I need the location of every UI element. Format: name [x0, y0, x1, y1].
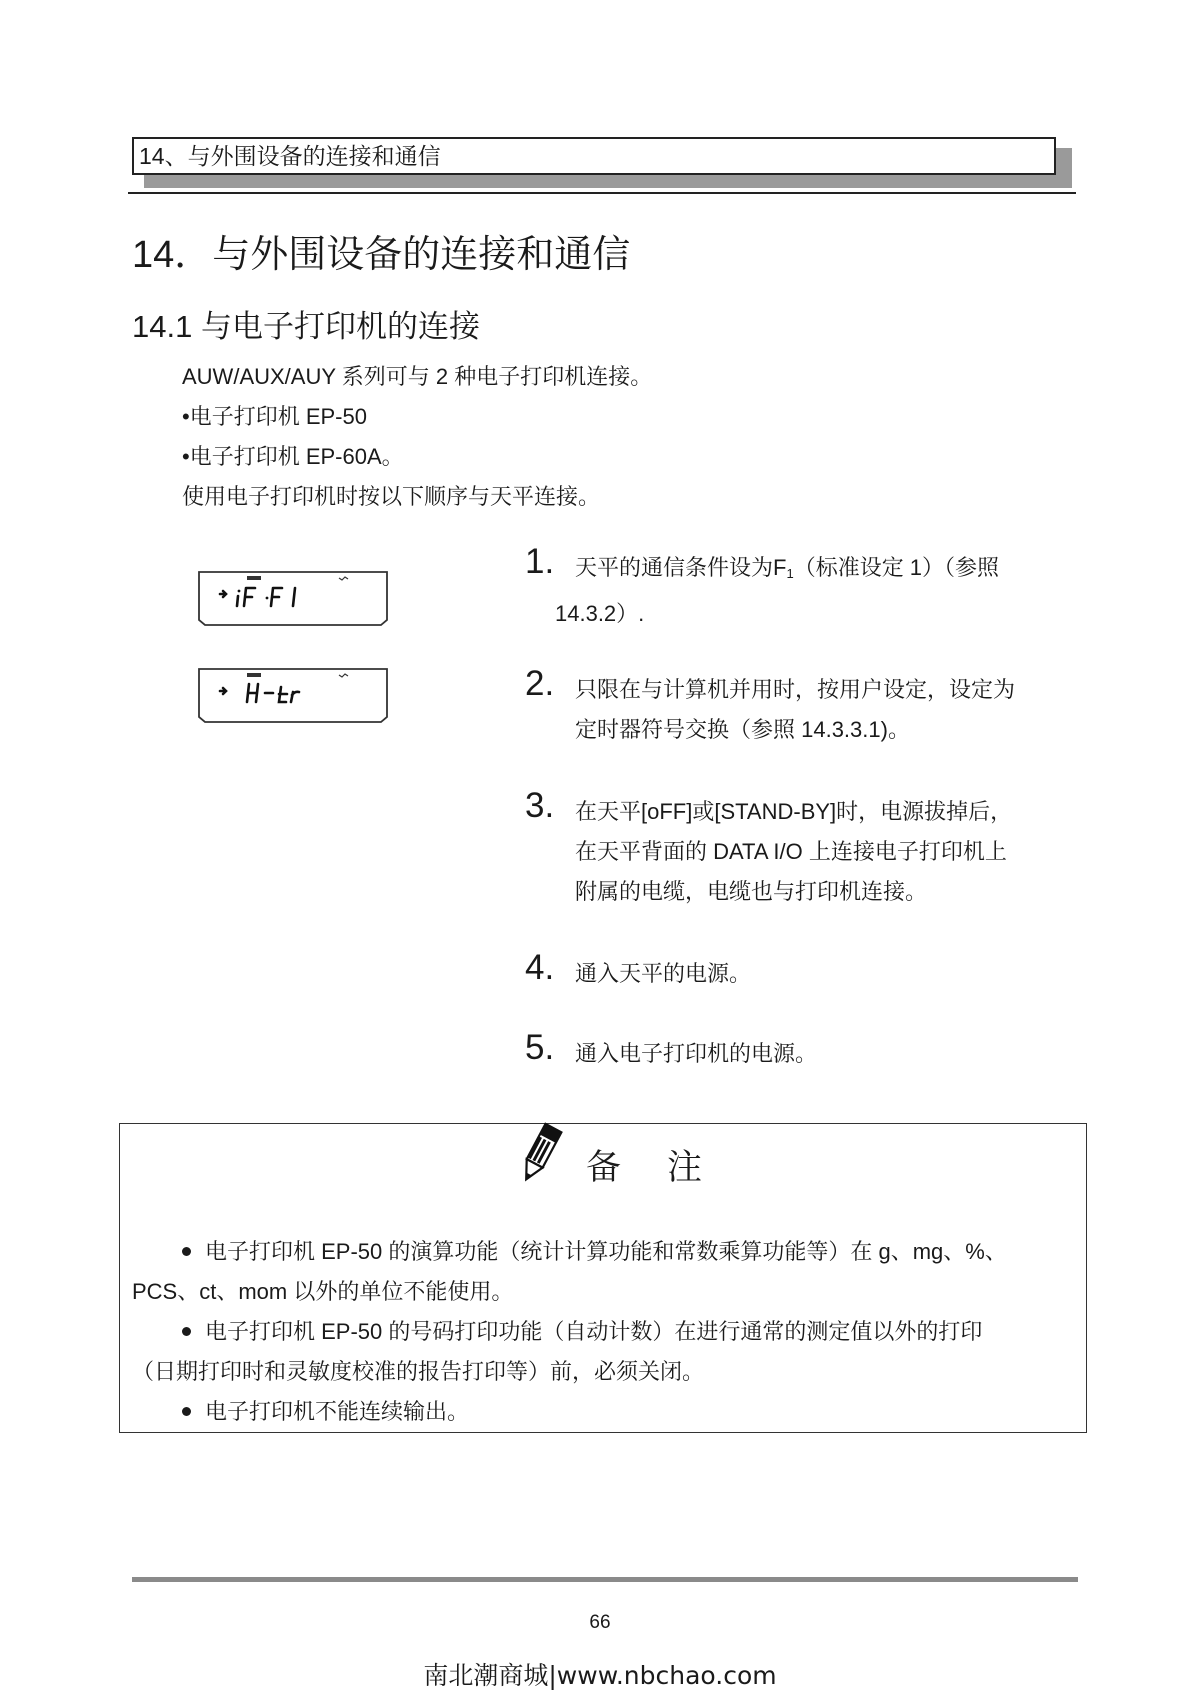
intro-line: 使用电子打印机时按以下顺序与天平连接。 [182, 484, 601, 509]
step-text: 在天平[oFF]或[STAND-BY]时，电源拔掉后， [575, 799, 1013, 824]
step-number: 5. [525, 1028, 555, 1067]
step-2 [525, 664, 1085, 750]
bullet-icon [182, 1247, 191, 1256]
step-text: 通入天平的电源。 [575, 961, 752, 986]
step-text-cont: 14.3.2）. [555, 601, 645, 626]
step-text: 只限在与计算机并用时，按用户设定，设定为 [575, 677, 1016, 702]
step-1 [525, 542, 1085, 634]
page-number: 66 [589, 1612, 611, 1633]
footer-rule [132, 1577, 1078, 1582]
step-text: 天平的通信条件设为$F_1$（标准设定 1）（参照 [575, 555, 1000, 581]
bullet-icon [182, 1327, 191, 1336]
lcd-display-htr [195, 667, 391, 724]
note-title: 备注 [586, 1148, 749, 1187]
site-watermark: 南北潮商城|www.nbchao.com [423, 1661, 777, 1690]
step-number: 2. [525, 664, 555, 703]
intro-line: •电子打印机 EP-60A。 [182, 444, 404, 469]
step-3 [525, 786, 1085, 912]
step-number: 1. [525, 542, 555, 581]
bullet-icon [182, 1407, 191, 1416]
note-body [132, 1232, 1082, 1432]
chapter-title: 14．与外围设备的连接和通信 [132, 234, 631, 276]
section-title: 14.1 与电子打印机的连接 [132, 309, 480, 344]
note-item-cont: （日期打印时和灵敏度校准的报告打印等）前，必须关闭。 [132, 1359, 705, 1384]
running-header: 14、与外围设备的连接和通信 [132, 137, 1056, 175]
step-4 [525, 948, 1085, 994]
step-text: 通入电子打印机的电源。 [575, 1041, 818, 1066]
step-text-cont: 定时器符号交换（参照 14.3.3.1)。 [575, 717, 910, 742]
step-text-cont: 在天平背面的 DATA I/O 上连接电子打印机上 [575, 839, 1007, 864]
step-number: 3. [525, 786, 555, 825]
note-item: 电子打印机 EP-50 的演算功能（统计计算功能和常数乘算功能等）在 g、mg、%、 [132, 1232, 1082, 1272]
intro-text [182, 357, 652, 517]
note-item: 电子打印机 EP-50 的号码打印功能（自动计数）在进行通常的测定值以外的打印 [132, 1312, 1082, 1352]
intro-line: AUW/AUX/AUY 系列可与 2 种电子打印机连接。 [182, 364, 653, 389]
lcd-display-iffi [195, 570, 391, 627]
intro-line: •电子打印机 EP-50 [182, 404, 367, 429]
step-5 [525, 1028, 1085, 1074]
step-text-cont: 附属的电缆，电缆也与打印机连接。 [575, 879, 928, 904]
step-number: 4. [525, 948, 555, 987]
header-rule [128, 192, 1076, 194]
pencil-icon [508, 1120, 568, 1190]
note-item-cont: PCS、ct、mom 以外的单位不能使用。 [132, 1279, 514, 1304]
note-item: 电子打印机不能连续输出。 [132, 1392, 1082, 1432]
